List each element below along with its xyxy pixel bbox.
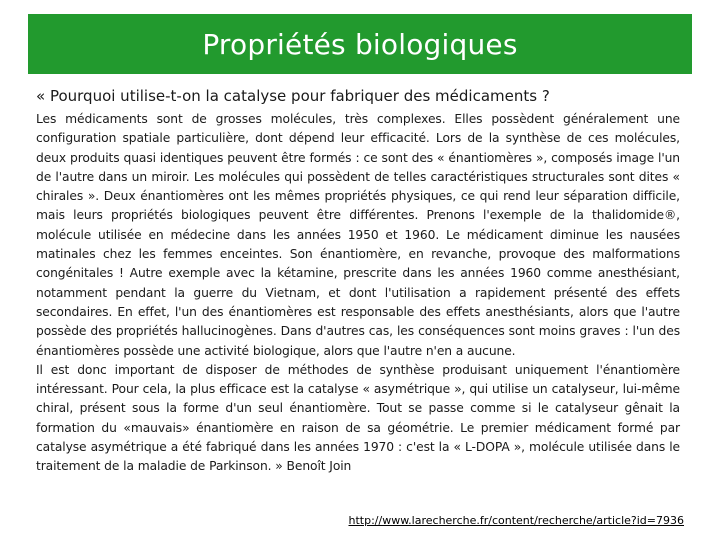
paragraph-2: Il est donc important de disposer de méthodes de synthèse produisant uniquement l'énantiomère intéressant. Pour cela, la plus efficace est la catalyse « asymétrique », qui utilise un catalyseur, lui-même chiral, présent sous la forme d'un seul énantiomère. Tout se passe comme si le catalyseur gênait la formation du «mauvais» énantiomère en raison de sa géométrie. Le premier médicament formé par catalyse asymétrique a été fabriqué dans les années 1970 : c'est la « L-DOPA », molécule utilisée dans le traitement de la maladie de Parkinson. » Benoît Join bbox=[36, 362, 680, 474]
slide-title: Propriétés biologiques bbox=[202, 27, 518, 61]
question-subtitle: « Pourquoi utilise-t-on la catalyse pour fabriquer des médicaments ? bbox=[36, 87, 550, 105]
title-banner bbox=[28, 14, 692, 74]
source-link[interactable]: http://www.larecherche.fr/content/recherche/article?id=7936 bbox=[348, 514, 684, 527]
slide-content bbox=[36, 86, 680, 477]
paragraph-1: Les médicaments sont de grosses molécules, très complexes. Elles possèdent généralement une configuration spatiale particulière, dont dépend leur efficacité. Lors de la synthèse de ces molécules, deux produits quasi identiques peuvent être formés : ce sont des « énantiomères », composés image l'un de l'autre dans un miroir. Les molécules qui possèdent de telles caractéristiques structurales sont dites « chirales ». Deux énantiomères ont les mêmes propriétés physiques, ce qui rend leur séparation difficile, mais leurs propriétés biologiques peuvent être différentes. Prenons l'exemple de la thalidomide®, molécule utilisée en médecine dans les années 1950 et 1960. Le médicament diminue les nausées matinales chez les femmes enceintes. Son énantiomère, en revanche, provoque des malformations congénitales ! Autre exemple avec la kétamine, prescrite dans les années 1960 comme anesthésiant, notamment pendant la guerre du Vietnam, et dont l'utilisation a rapidement présenté des effets secondaires. En effet, l'un des énantiomères est responsable des effets anesthésiants, alors que l'autre possède des propriétés hallucinogènes. Dans d'autres cas, les conséquences sont moins graves : l'un des énantiomères possède une activité biologique, alors que l'autre n'en a aucune. bbox=[36, 112, 680, 358]
